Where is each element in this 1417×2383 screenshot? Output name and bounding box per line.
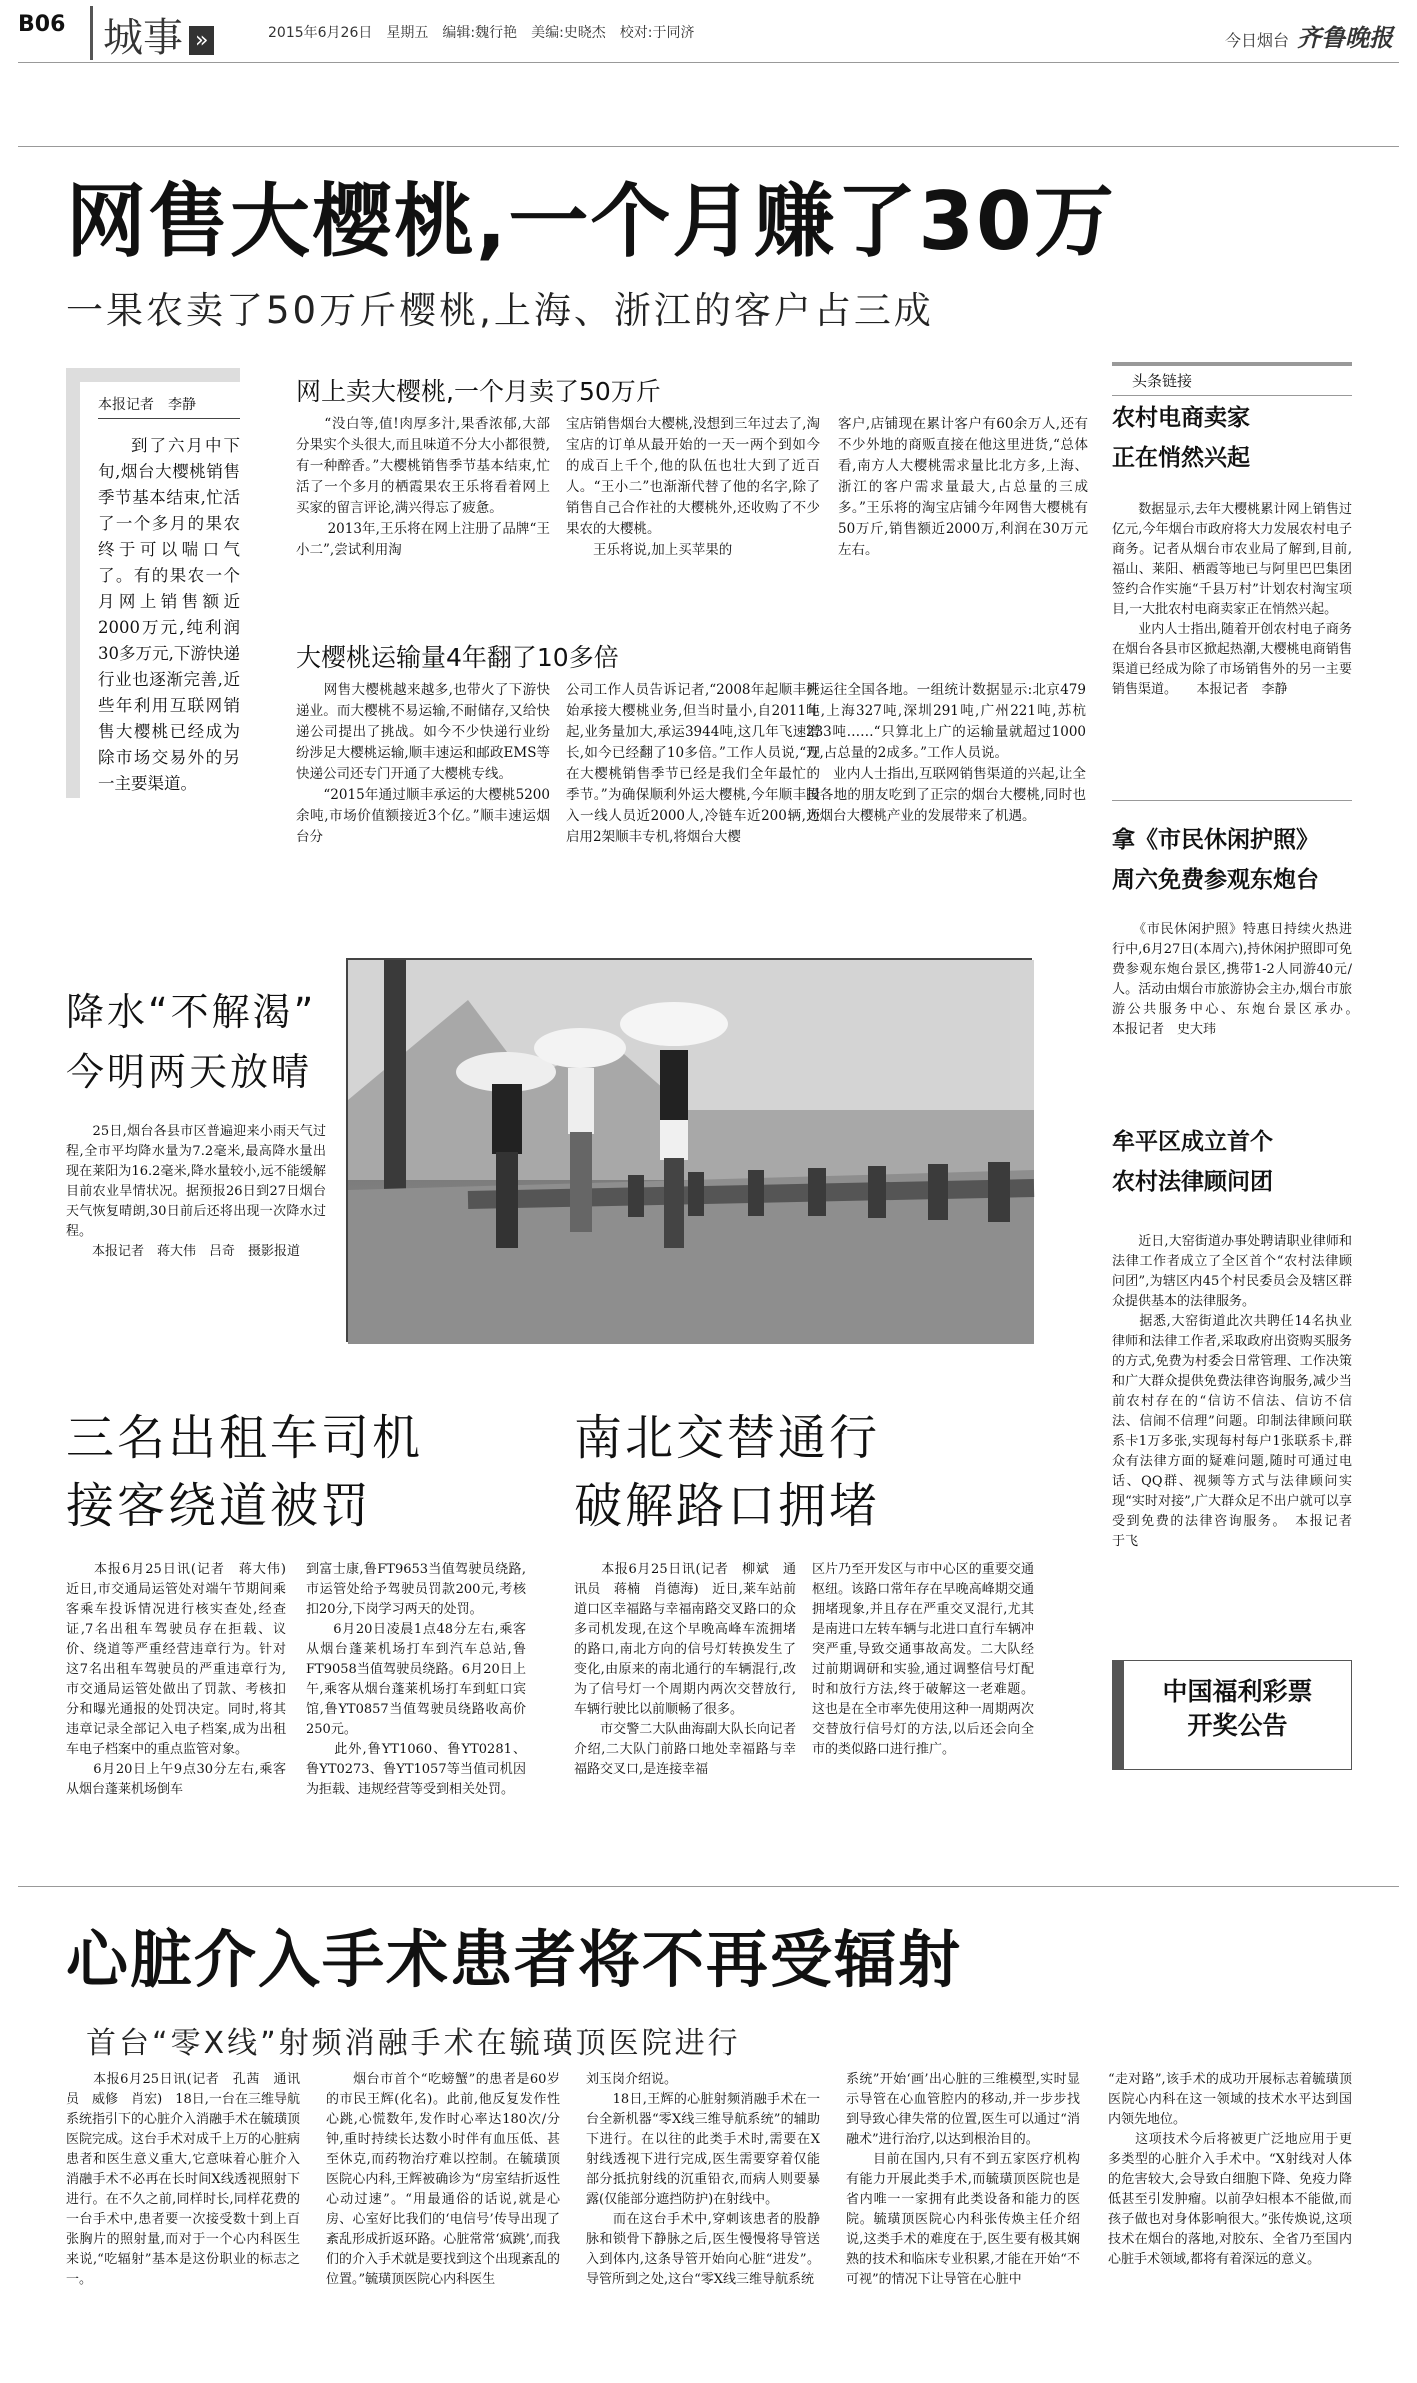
sidebar-label: 头条链接	[1112, 362, 1352, 396]
taxi-title-line1: 三名出租车司机	[66, 1410, 424, 1466]
lottery-title-line2: 开奖公告	[1187, 1711, 1288, 1740]
weather-title	[66, 982, 316, 1102]
heart-col1: 本报6月25日讯(记者 孔茜 通讯员 威修 肖宏) 18日,一台在三维导航系统指引下的心脏介入消融手术在毓璜顶医院完成。这台手术对成千上万的心脏病患者和医生意义重大,它意味着心脏介入消融手术不必再在长时间X线透视照射下进行。在不久之前,同样时长,同样花费的一台手术中,患者要一次接受数十到上百张胸片的照射量,而对于一个心内科医生来说,“吃辐射”基本是这份职业的标志之一。	[66, 2072, 301, 2287]
section-label	[90, 6, 230, 60]
section1-col1: “没白等,值!肉厚多汁,果香浓郁,大部分果实个头很大,而且味道不分大小都很赞,有一种醉香。”大樱桃销售季节基本结束,忙活了一个多月的栖霞果农王乐将看着网上买家的留言评论,满兴得忘了疲惫。 2013年,王乐将在网上注册了品牌“王小二”,尝试利用淘	[296, 416, 550, 558]
sidebar-divider	[1112, 800, 1352, 801]
sidebar-story3-title	[1112, 1122, 1273, 1202]
sidebar-story2-title	[1112, 820, 1319, 900]
section1-col2: 宝店销售烟台大樱桃,没想到三年过去了,淘宝店的订单从最开始的一天一两个到如今的成百上千个,他的队伍也壮大到了近百人。“王小二”也渐渐代替了他的名字,除了销售自己合作社的大樱桃外,还收购了不少果农的大樱桃。 王乐将说,加上买苹果的	[566, 416, 820, 558]
traffic-col1: 本报6月25日讯(记者 柳斌 通讯员 蒋楠 肖德海) 近日,莱车站前道口区幸福路与幸福南路交叉路口的众多司机发现,在这个早晚高峰车流拥堵的路口,南北方向的信号灯转换发生了变化,由原来的南北通行的车辆混行,改为了信号灯一个周期内两次交替放行,车辆行驶比以前顺畅了很多。 市交警二大队曲海副大队长向记者介绍,二大队门前路口地处幸福路与幸福路交叉口,是连接幸福	[574, 1562, 796, 1777]
section2-title: 大樱桃运输量4年翻了10多倍	[296, 643, 619, 672]
sidebar-story3-title-line1: 牟平区成立首个	[1112, 1129, 1273, 1155]
taxi-col2: 到富士康,鲁FT9653当值驾驶员绕路,市运管处给予驾驶员罚款200元,考核扣20分,下岗学习两天的处罚。 6月20日凌晨1点48分左右,乘客从烟台蓬莱机场打车到汽车总站,鲁FT9058当值驾驶员绕路。6月20日上午,乘客从烟台蓬莱机场打车到虹口宾馆,鲁YT0857当值驾驶员绕路收高价250元。 此外,鲁YT1060、鲁YT0281、鲁YT0273、鲁YT1057等当值司机因为拒载、违规经营等受到相关处罚。	[306, 1562, 526, 1797]
sidebar-story2-title-line2: 周六免费参观东炮台	[1112, 867, 1319, 893]
section2-col3: 桃运往全国各地。一组统计数据显示:北京479吨,上海327吨,深圳291吨,广州221吨,苏杭233吨……“只算北上广的运输量就超过1000万,占总量的2成多。”工作人员说。 业内人士指出,互联网销售渠道的兴起,让全国各地的朋友吃到了正宗的烟台大樱桃,同时也为烟台大樱桃产业的发展带来了机遇。	[806, 682, 1086, 824]
traffic-title-line1: 南北交替通行	[574, 1410, 881, 1466]
rain-scene-illustration	[348, 960, 1034, 1344]
top-rule	[18, 146, 1399, 147]
lead-box	[66, 368, 240, 798]
byline: 本报记者 李静	[98, 394, 240, 419]
main-headline: 网售大樱桃,一个月赚了30万	[66, 175, 1116, 268]
double-chevron-right-icon: »	[189, 26, 214, 55]
heart-headline: 心脏介入手术患者将不再受辐射	[66, 1923, 963, 1996]
main-subhead: 一果农卖了50万斤樱桃,上海、浙江的客户占三成	[66, 289, 934, 332]
sidebar-story1-text: 数据显示,去年大樱桃累计网上销售过亿元,今年烟台市政府将大力发展农村电子商务。记者从烟台市农业局了解到,目前,福山、莱阳、栖霞等地已与阿里巴巴集团签约合作实施“千县万村”计划农村淘宝项目,一大批农村电商卖家正在悄然兴起。 业内人士指出,随着开创农村电子商务在烟台各县市区掀起热潮,大樱桃电商销售渠道已经成为除了市场销售外的另一主要销售渠道。 本报记者 李静	[1112, 502, 1352, 697]
rain-photo	[346, 958, 1032, 1342]
taxi-title	[66, 1404, 423, 1540]
header-right-label: 今日烟台	[1224, 31, 1289, 50]
header-right	[1225, 18, 1393, 53]
section1-title: 网上卖大樱桃,一个月卖了50万斤	[296, 377, 661, 406]
header-rule	[18, 62, 1399, 63]
heart-subhead: 首台“零X线”射频消融手术在毓璜顶医院进行	[86, 2026, 741, 2061]
heart-col5: “走对路”,该手术的成功开展标志着毓璜顶医院心内科在这一领域的技术水平达到国内领先地位。 这项技术今后将被更广泛地应用于更多类型的心脏介入手术中。“X射线对人体的危害较大,会导致白细胞下降、免疫力降低甚至引发肿瘤。以前孕妇根本不能做,而孩子做也对身体影响很大。”张传焕说,这项技术在烟台的落地,对胶东、全省乃至国内心脏手术领域,都将有着深远的意义。	[1108, 2072, 1352, 2267]
section1-col3: 客户,店铺现在累计客户有60余万人,还有不少外地的商贩直接在他这里进货,“总体看,南方人大樱桃需求量比北方多,上海、浙江的客户需求量最大,占总量的三成多。”王乐将的淘宝店铺今年网售大樱桃有50万斤,销售额近2000万,利润在30万元左右。	[838, 416, 1088, 558]
weather-title-line2: 今明两天放晴	[66, 1050, 313, 1094]
taxi-col1: 本报6月25日讯(记者 蒋大伟) 近日,市交通局运管处对端午节期间乘客乘车投诉情况进行核实查处,经查证,7名出租车驾驶员存在拒载、议价、绕道等严重经营违章行为。针对这7名出租车驾驶员的严重违章行为,市交通局运管处做出了罚款、考核扣分和曝光通报的处罚决定。同时,将其违章记录全部记入电子档案,成为出租车电子档案中的重点监管对象。 6月20日上午9点30分左右,乘客从烟台蓬莱机场倒车	[66, 1562, 286, 1797]
weather-text: 25日,烟台各县市区普遍迎来小雨天气过程,全市平均降水量为7.2毫米,最高降水量出现在莱阳为16.2毫米,降水量较小,远不能缓解目前农业旱情状况。据预报26日到27日烟台天气恢复晴朗,30日前后还将出现一次降水过程。 本报记者 蒋大伟 吕奇 摄影报道	[66, 1124, 326, 1259]
lead-text: 到了六月中下旬,烟台大樱桃销售季节基本结束,忙活了一个多月的果农终于可以喘口气了。有的果农一个月网上销售额近2000万元,纯利润30多万元,下游快递行业也逐渐完善,近些年利用互联网销售大樱桃已经成为除市场交易外的另一主要渠道。	[98, 436, 240, 793]
sidebar-story1-title-line1: 农村电商卖家	[1112, 405, 1250, 431]
section2-col1: 网售大樱桃越来越多,也带火了下游快递业。而大樱桃不易运输,不耐储存,又给快递公司提出了挑战。如今不少快递行业纷纷涉足大樱桃运输,顺丰速运和邮政EMS等快递公司还专门开通了大樱桃专线。 “2015年通过顺丰承运的大樱桃5200余吨,市场价值额接近3个亿。”顺丰速运烟台分	[296, 682, 550, 845]
section2-col2: 公司工作人员告诉记者,“2008年起顺丰开始承接大樱桃业务,但当时量小,自2011年起,业务量加大,承运3944吨,这几年飞速增长,如今已经翻了10多倍。”工作人员说,“现在大樱桃销售季节已经是我们全年最忙的季节。”为确保顺利外运大樱桃,今年顺丰投入一线人员近2000人,冷链车近200辆,还启用2架顺丰专机,将烟台大樱	[566, 682, 820, 845]
sidebar-story2-text: 《市民休闲护照》特惠日持续火热进行中,6月27日(本周六),持休闲护照即可免费参观东炮台景区,携带1-2人同游40元/人。活动由烟台市旅游协会主办,烟台市旅游公共服务中心、东炮台景区承办。 本报记者 史大玮	[1112, 922, 1379, 1037]
page-meta: 2015年6月26日 星期五 编辑:魏行艳 美编:史晓杰 校对:于同济	[268, 25, 695, 41]
traffic-col2: 区片乃至开发区与市中心区的重要交通枢纽。该路口常年存在早晚高峰期交通拥堵现象,并且存在严重交叉混行,尤其是南进口左转车辆与北进口直行车辆冲突严重,导致交通事故高发。二大队经过前期调研和实验,通过调整信号灯配时和放行方法,终于破解这一老难题。这也是在全市率先使用这种一周期两次交替放行信号灯的方法,以后还会向全市的类似路口进行推广。	[812, 1562, 1034, 1757]
traffic-title-line2: 破解路口拥堵	[574, 1478, 881, 1534]
traffic-title	[574, 1404, 880, 1540]
lottery-box	[1112, 1660, 1352, 1770]
sidebar-story2-title-line1: 拿《市民休闲护照》	[1112, 827, 1319, 853]
heart-rule	[18, 1886, 1399, 1887]
sidebar-story3-text: 近日,大窑街道办事处聘请职业律师和法律工作者成立了全区首个“农村法律顾问团”,为辖区内45个村民委员会及辖区群众提供基本的法律服务。 据悉,大窑街道此次共聘任14名执业律师和法律工作者,采取政府出资购买服务的方式,免费为村委会日常管理、工作决策和广大群众提供免费法律咨询服务,减少当前农村存在的“信访不信法、信访不信法、信闹不信理”问题。印制法律顾问联系卡1万多张,实现每村每户1张联系卡,群众有法律方面的疑难问题,随时可通过电话、QQ群、视频等方式与法律顾问实现“实时对接”,广大群众足不出户就可以享受到免费的法律咨询服务。 本报记者 于飞	[1112, 1234, 1352, 1549]
sidebar-story3-title-line2: 农村法律顾问团	[1112, 1169, 1273, 1195]
heart-col3: 刘玉岗介绍说。 18日,王辉的心脏射频消融手术在一台全新机器“零X线三维导航系统”的辅助下进行。在以往的此类手术时,需要在X射线透视下进行完成,医生需要穿着仅能部分抵抗射线的沉重铅衣,而病人则要暴露(仅能部分遮挡防护)在射线中。 而在这台手术中,穿刺该患者的股静脉和锁骨下静脉之后,医生慢慢将导管送入到体内,这条导管开始向心脏“进发”。导管所到之处,这台“零X线三维导航系统	[586, 2072, 820, 2287]
lottery-title-line1: 中国福利彩票	[1162, 1677, 1313, 1706]
section-name: 城事	[103, 15, 183, 61]
heart-col2: 烟台市首个“吃螃蟹”的患者是60岁的市民王辉(化名)。此前,他反复发作性心跳,心慌数年,发作时心率达180次/分钟,重时持续长达数小时伴有血压低、甚至休克,而药物治疗难以控制。在毓璜顶医院心内科,王辉被确诊为“房室结折返性心动过速”。“用最通俗的话说,就是心房、心室好比我们的‘电信号’传导出现了紊乱形成折返环路。心脏常常‘疯跳’,而我们的介入手术就是要找到这个出现紊乱的位置。”毓璜顶医院心内科医生	[326, 2072, 561, 2287]
sidebar-story1-title-line2: 正在悄然兴起	[1112, 445, 1250, 471]
taxi-title-line2: 接客绕道被罚	[66, 1478, 373, 1534]
weather-title-line1: 降水“不解渴”	[66, 990, 317, 1034]
paper-logo: 齐鲁晚报	[1297, 24, 1393, 52]
sidebar-story1-title	[1112, 398, 1250, 478]
heart-col4: 系统”开始‘画’出心脏的三维模型,实时显示导管在心血管腔内的移动,并一步步找到导致心律失常的位置,医生可以通过“消融术”进行治疗,以达到根治目的。 目前在国内,只有不到五家医疗机构有能力开展此类手术,而毓璜顶医院也是省内唯一一家拥有此类设备和能力的医院。毓璜顶医院心内科张传焕主任介绍说,这类手术的难度在于,医生要有极其娴熟的技术和临床专业积累,才能在开始“不可视”的情况下让导管在心脏中	[846, 2072, 1080, 2287]
page-number: B06	[18, 12, 66, 37]
